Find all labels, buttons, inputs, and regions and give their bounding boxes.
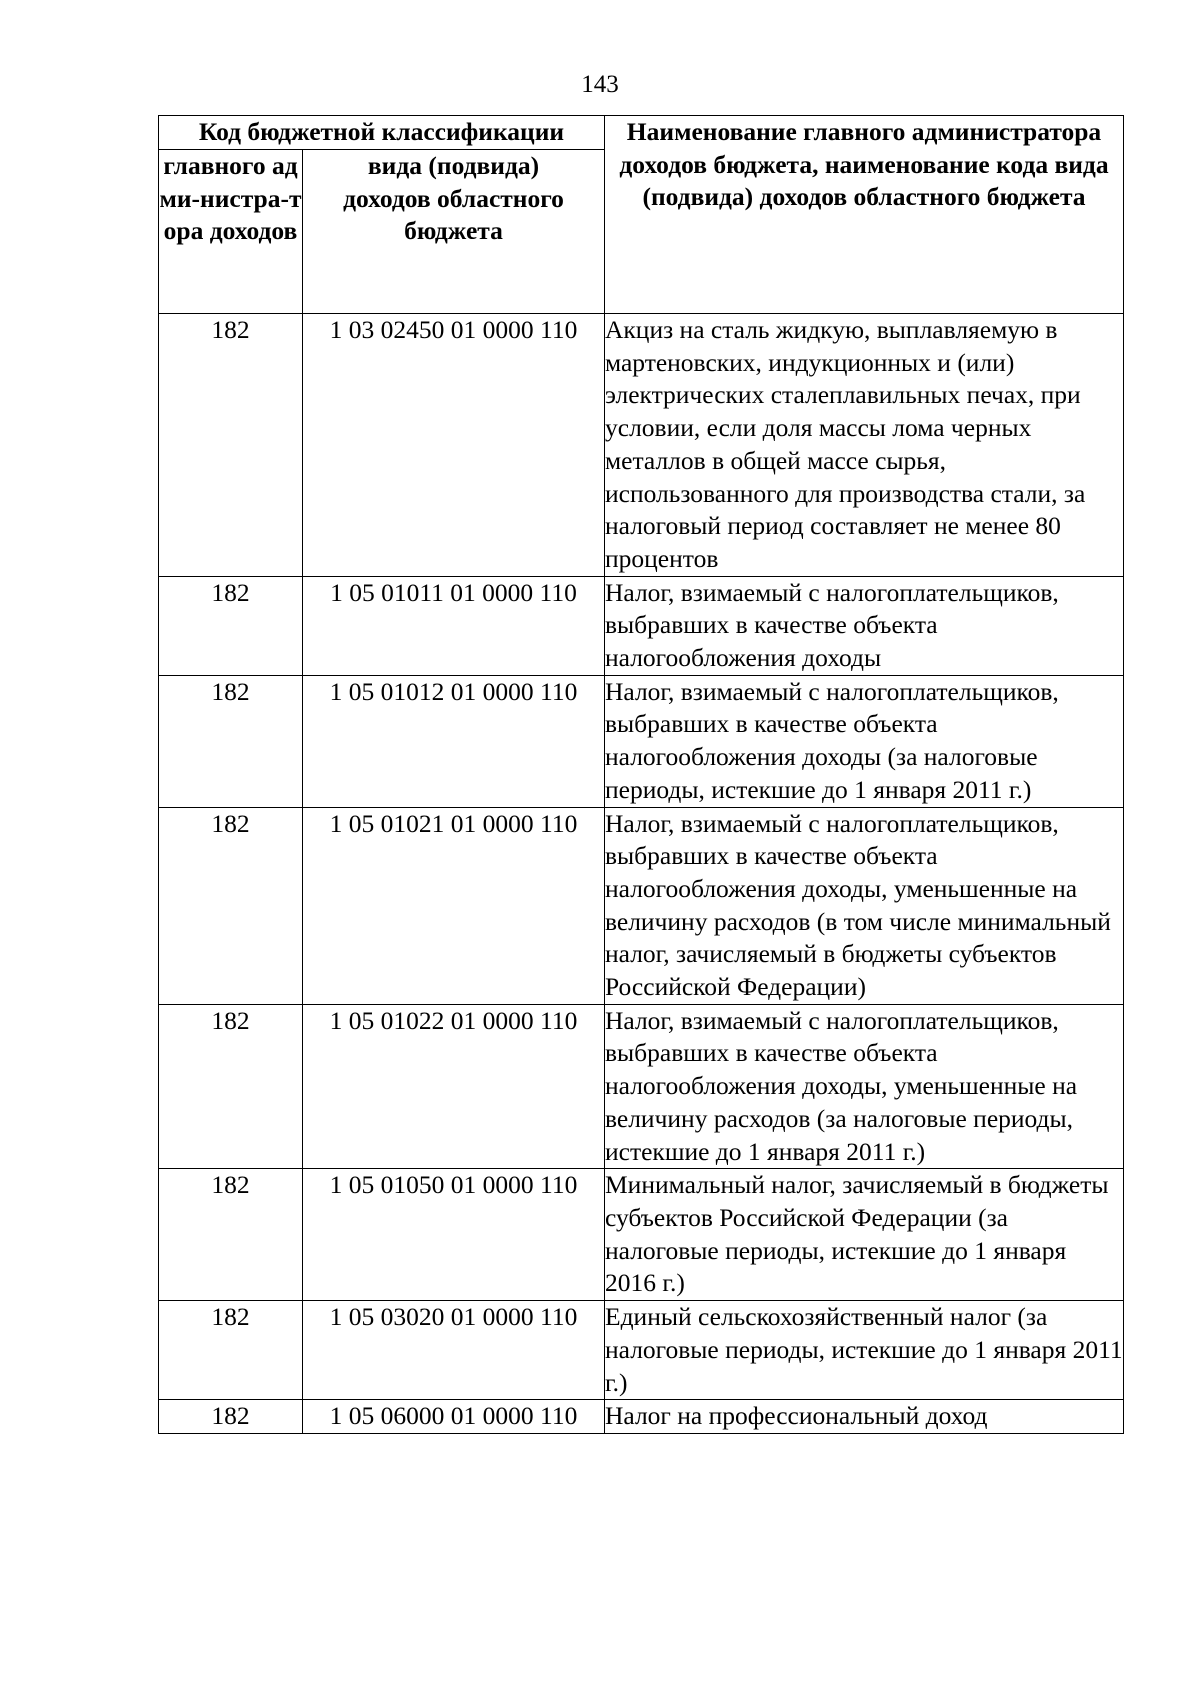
revenue-code-cell: 1 05 01050 01 0000 110 <box>303 1169 605 1301</box>
admin-code-cell: 182 <box>159 1169 303 1301</box>
revenue-code-cell: 1 05 06000 01 0000 110 <box>303 1400 605 1434</box>
revenue-name-cell: Налог на профессиональный доход <box>605 1400 1124 1434</box>
page-number: 143 <box>581 71 619 98</box>
table-row <box>159 675 1124 807</box>
revenue-name-cell: Налог, взимаемый с налогоплательщиков, выбравших в качестве объекта налогообложения доходы <box>605 576 1124 675</box>
table-row <box>159 1004 1124 1169</box>
table-row <box>159 1301 1124 1400</box>
revenue-name-cell: Налог, взимаемый с налогоплательщиков, выбравших в качестве объекта налогообложения доходы, уменьшенные на величину расходов (за налоговые периоды, истекшие до 1 января 2011 г.) <box>605 1004 1124 1169</box>
revenue-code-cell: 1 03 02450 01 0000 110 <box>303 314 605 577</box>
admin-code-cell: 182 <box>159 576 303 675</box>
budget-classification-table <box>158 115 1124 1434</box>
admin-code-cell: 182 <box>159 1004 303 1169</box>
admin-code-cell: 182 <box>159 314 303 577</box>
revenue-code-cell: 1 05 01022 01 0000 110 <box>303 1004 605 1169</box>
revenue-name-cell: Налог, взимаемый с налогоплательщиков, выбравших в качестве объекта налогообложения доходы, уменьшенные на величину расходов (в том числе минимальный налог, зачисляемый в бюджеты субъектов Российской Федерации) <box>605 807 1124 1004</box>
table-row <box>159 807 1124 1004</box>
revenue-name-cell: Единый сельскохозяйственный налог (за налоговые периоды, истекшие до 1 января 2011 г.) <box>605 1301 1124 1400</box>
table-row <box>159 1400 1124 1434</box>
admin-code-cell: 182 <box>159 807 303 1004</box>
admin-code-cell: 182 <box>159 1301 303 1400</box>
revenue-code-cell: 1 05 01021 01 0000 110 <box>303 807 605 1004</box>
admin-code-cell: 182 <box>159 675 303 807</box>
header-budget-code-group: Код бюджетной классификации <box>159 116 605 150</box>
revenue-code-cell: 1 05 01012 01 0000 110 <box>303 675 605 807</box>
table-row <box>159 576 1124 675</box>
table-row <box>159 314 1124 577</box>
revenue-code-cell: 1 05 01011 01 0000 110 <box>303 576 605 675</box>
admin-code-cell: 182 <box>159 1400 303 1434</box>
table-row <box>159 1169 1124 1301</box>
header-main-administrator: главного адми-нистра-тора доходов <box>159 150 303 314</box>
revenue-code-cell: 1 05 03020 01 0000 110 <box>303 1301 605 1400</box>
revenue-name-cell: Минимальный налог, зачисляемый в бюджеты субъектов Российской Федерации (за налоговые периоды, истекшие до 1 января 2016 г.) <box>605 1169 1124 1301</box>
revenue-name-cell: Акциз на сталь жидкую, выплавляемую в мартеновских, индукционных и (или) электрических сталеплавильных печах, при условии, если доля массы лома черных металлов в общей массе сырья, использованного для производства стали, за налоговый период составляет не менее 80 процентов <box>605 314 1124 577</box>
revenue-name-cell: Налог, взимаемый с налогоплательщиков, выбравших в качестве объекта налогообложения доходы (за налоговые периоды, истекшие до 1 января 2011 г.) <box>605 675 1124 807</box>
header-administrator-name: Наименование главного администратора доходов бюджета, наименование кода вида (подвида) доходов областного бюджета <box>605 116 1124 314</box>
header-revenue-type-code: вида (подвида) доходов областного бюджета <box>303 150 605 314</box>
